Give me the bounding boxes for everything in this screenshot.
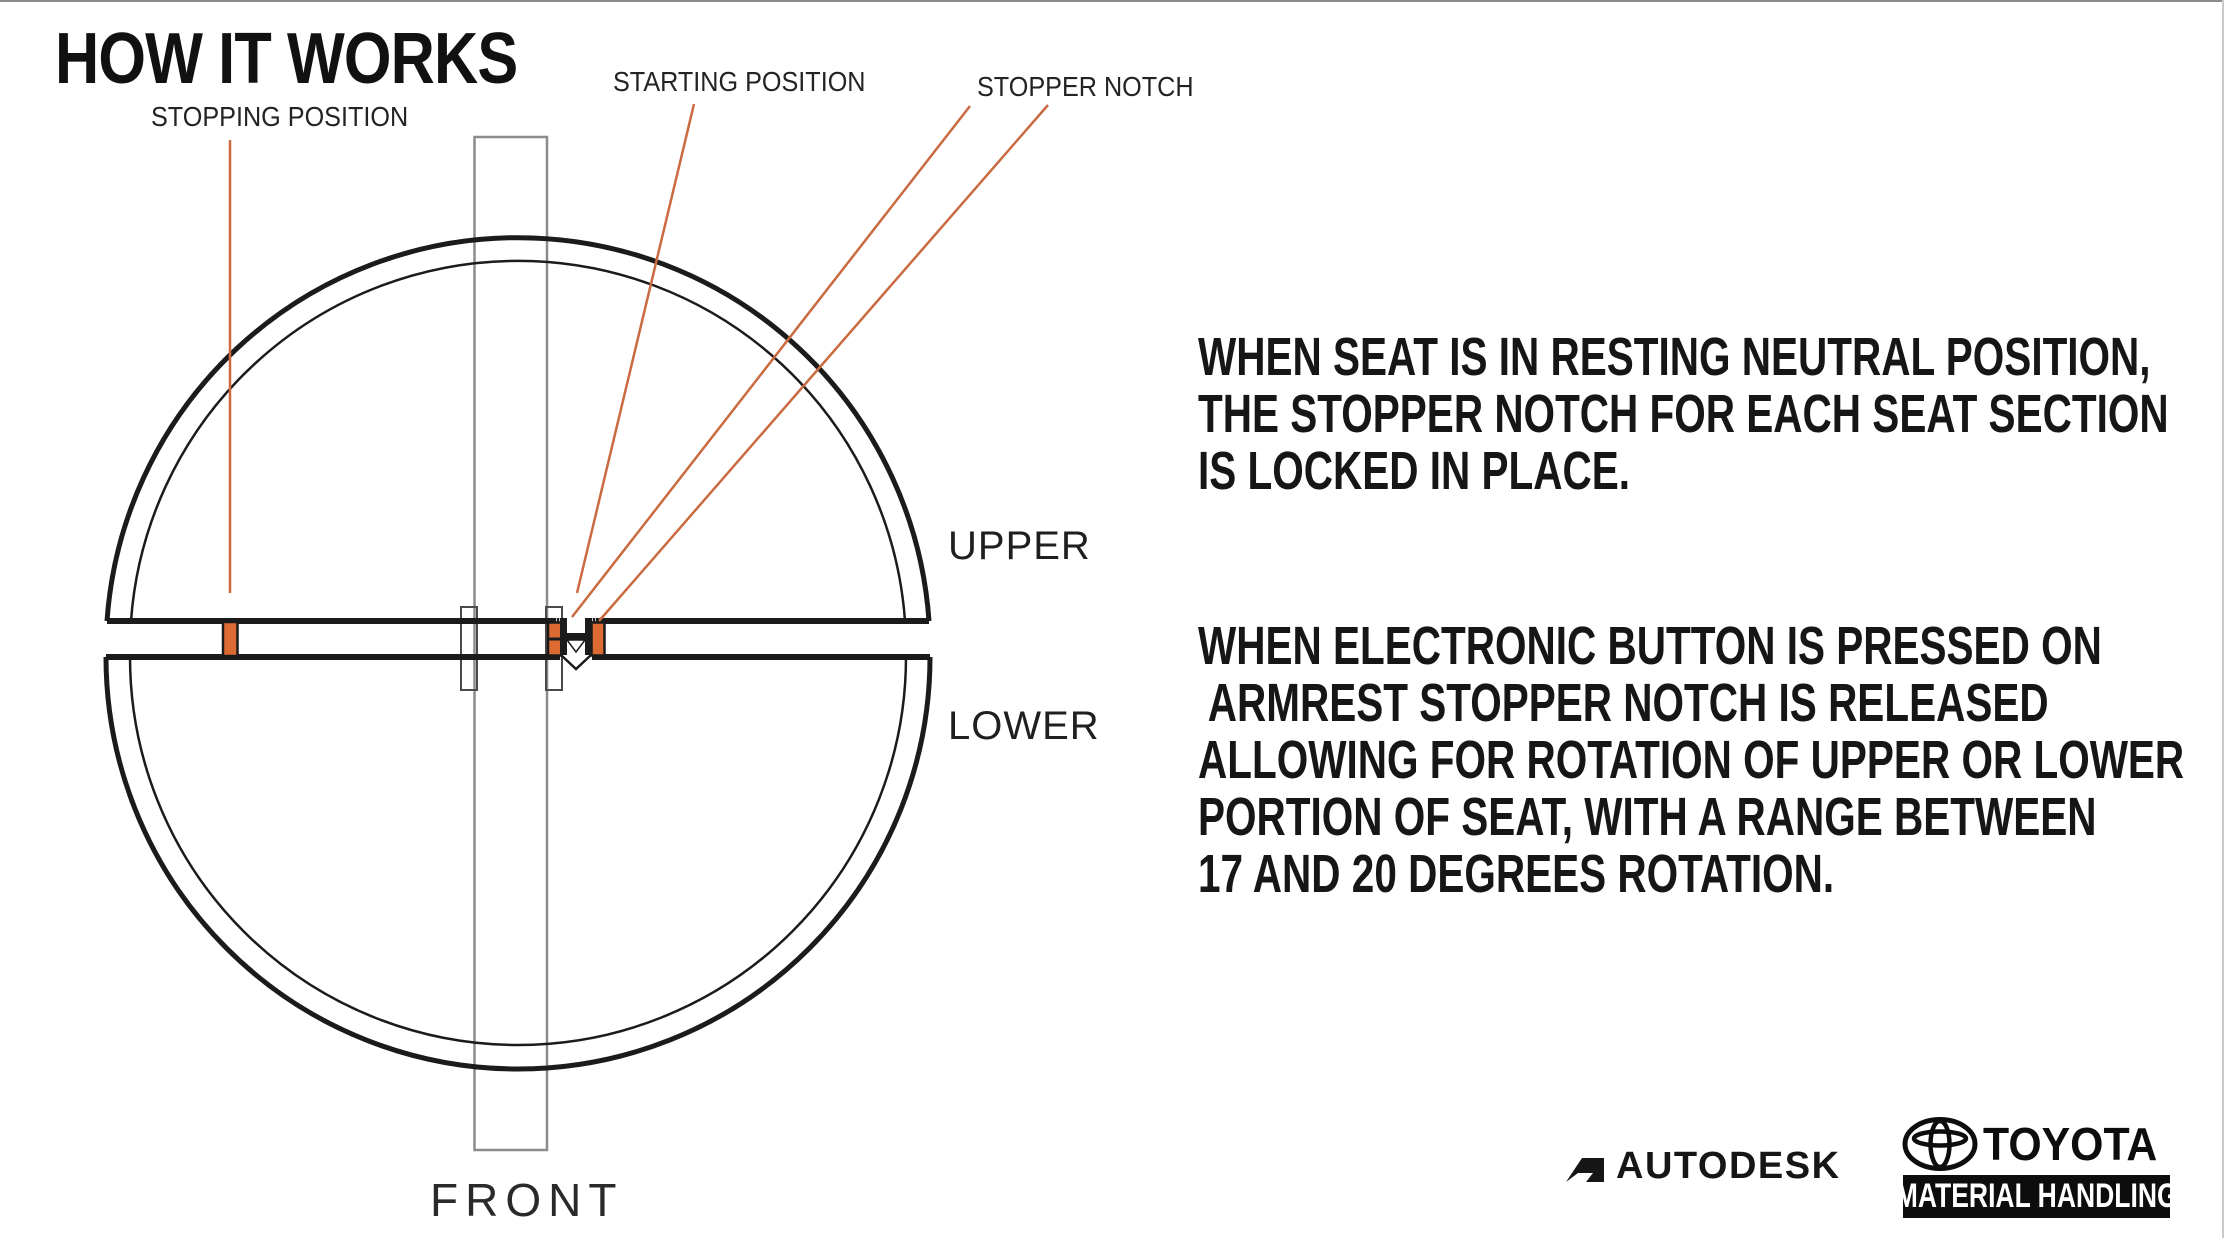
toyota-material-handling-text: MATERIAL HANDLING: [1895, 1177, 2178, 1215]
toyota-material-handling-bar: [1895, 1175, 2178, 1218]
paragraph-line: WHEN SEAT IS IN RESTING NEUTRAL POSITION,: [1198, 327, 2151, 387]
paragraph-line: PORTION OF SEAT, WITH A RANGE BETWEEN: [1198, 787, 2097, 847]
notch-release-arrow: [567, 640, 585, 652]
stopper-notch-mechanism: [548, 618, 605, 669]
lower-inner-arc: [130, 657, 906, 1045]
starting-position-leader: [577, 104, 694, 593]
lower-outer-arc: [106, 657, 930, 1069]
toyota-emblem-icon: [1902, 1117, 1978, 1171]
label-stopper-notch: STOPPER NOTCH: [977, 71, 1194, 102]
label-front: FRONT: [430, 1174, 624, 1226]
autodesk-logo-text: AUTODESK: [1616, 1145, 1841, 1187]
toyota-horizontal-ellipse: [1914, 1132, 1966, 1146]
lower-seat-section: [106, 657, 930, 1069]
label-upper: UPPER: [948, 524, 1091, 568]
paragraph-line: WHEN ELECTRONIC BUTTON IS PRESSED ON: [1198, 616, 2102, 676]
label-stopping-position: STOPPING POSITION: [151, 101, 409, 132]
explanation-paragraph-2: [1198, 618, 2184, 903]
autodesk-logo-icon: [1565, 1155, 1605, 1183]
notch-orange-block-right: [592, 623, 605, 656]
front-bar-outline: [475, 137, 548, 1150]
toyota-logo-text: TOYOTA: [1983, 1118, 2158, 1170]
page-title: HOW IT WORKS: [55, 19, 518, 99]
paragraph-line: IS LOCKED IN PLACE.: [1198, 441, 1631, 501]
leader-lines: [230, 104, 1048, 621]
upper-inner-arc: [131, 261, 905, 621]
autodesk-mark: [1566, 1158, 1604, 1182]
paragraph-line: 17 AND 20 DEGREES ROTATION.: [1198, 844, 1835, 904]
explanation-paragraph-1: [1198, 329, 2169, 500]
paragraph-line: THE STOPPER NOTCH FOR EACH SEAT SECTION: [1198, 384, 2169, 444]
paragraph-line: ALLOWING FOR ROTATION OF UPPER OR LOWER: [1198, 730, 2185, 790]
label-lower: LOWER: [948, 704, 1100, 748]
paragraph-line: ARMREST STOPPER NOTCH IS RELEASED: [1198, 673, 2049, 733]
label-starting-position: STARTING POSITION: [613, 66, 866, 97]
front-bar: [475, 137, 548, 1150]
notch-pin-crossbar: [560, 633, 592, 640]
stopping-position-marker: [223, 622, 238, 656]
notch-lower-vee: [561, 655, 591, 669]
